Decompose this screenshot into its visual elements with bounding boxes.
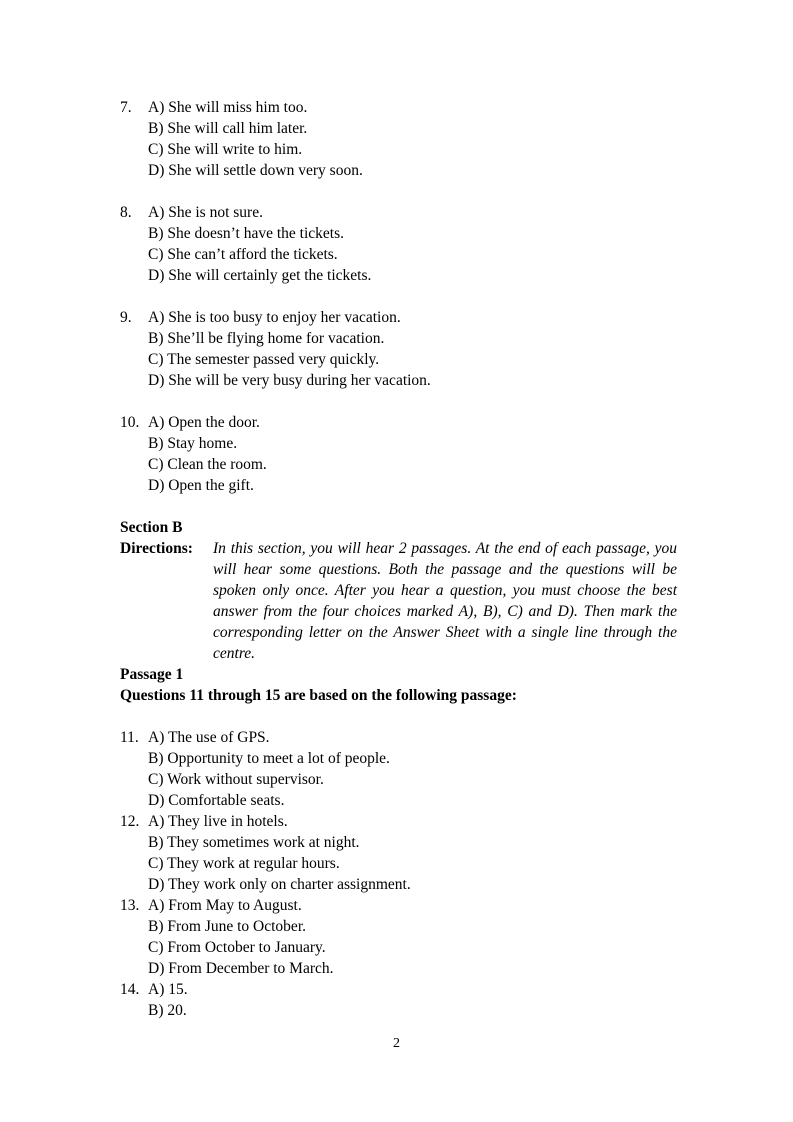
question-option: B) Opportunity to meet a lot of people. <box>148 750 390 767</box>
question-options <box>148 727 677 811</box>
question-option: A) She is not sure. <box>148 204 263 221</box>
question-option: D) She will be very busy during her vacation. <box>148 372 431 389</box>
question-number: 12. <box>120 813 140 830</box>
question-9 <box>120 307 677 391</box>
directions-text: In this section, you will hear 2 passages. At the end of each passage, you will hear some questions. Both the passage and the questions will be spoken only once. After you hear a question, you must choose the best answer from the four choices marked A), B), C) and D). Then mark the corresponding letter on the Answer Sheet with a single line through the centre. <box>213 540 677 662</box>
question-option: D) Open the gift. <box>148 477 254 494</box>
question-option: A) They live in hotels. <box>148 813 288 830</box>
question-options <box>148 307 677 391</box>
question-12 <box>120 811 677 895</box>
question-option: B) From June to October. <box>148 918 306 935</box>
page-number: 2 <box>393 1036 400 1051</box>
question-option: A) She will miss him too. <box>148 99 308 116</box>
question-option: A) From May to August. <box>148 897 302 914</box>
question-option: D) Comfortable seats. <box>148 792 285 809</box>
passage-1-heading: Passage 1 <box>120 666 184 683</box>
question-options <box>148 412 677 496</box>
question-7 <box>120 97 677 181</box>
question-option: D) They work only on charter assignment. <box>148 876 411 893</box>
question-option: B) They sometimes work at night. <box>148 834 360 851</box>
question-number: 11. <box>120 729 139 746</box>
question-number: 14. <box>120 981 140 998</box>
question-options <box>148 979 677 1021</box>
question-option: C) Work without supervisor. <box>148 771 324 788</box>
question-option: B) She’ll be flying home for vacation. <box>148 330 385 347</box>
question-8 <box>120 202 677 286</box>
question-number: 7. <box>120 99 132 116</box>
question-options <box>148 895 677 979</box>
question-options <box>148 811 677 895</box>
question-option: C) She can’t afford the tickets. <box>148 246 338 263</box>
question-10 <box>120 412 677 496</box>
question-option: B) 20. <box>148 1002 187 1019</box>
question-option: C) They work at regular hours. <box>148 855 340 872</box>
question-option: D) She will settle down very soon. <box>148 162 363 179</box>
question-14 <box>120 979 677 1021</box>
question-option: B) Stay home. <box>148 435 238 452</box>
question-option: A) Open the door. <box>148 414 260 431</box>
question-number: 9. <box>120 309 132 326</box>
question-options <box>148 202 677 286</box>
question-option: C) She will write to him. <box>148 141 303 158</box>
question-option: D) She will certainly get the tickets. <box>148 267 372 284</box>
question-option: C) From October to January. <box>148 939 326 956</box>
question-option: A) The use of GPS. <box>148 729 270 746</box>
question-option: A) She is too busy to enjoy her vacation. <box>148 309 401 326</box>
question-number: 10. <box>120 414 140 431</box>
question-option: C) The semester passed very quickly. <box>148 351 380 368</box>
question-number: 8. <box>120 204 132 221</box>
question-option: B) She doesn’t have the tickets. <box>148 225 345 242</box>
section-b-heading: Section B <box>120 519 183 536</box>
passage-1-questions-intro: Questions 11 through 15 are based on the following passage: <box>120 687 517 704</box>
question-options <box>148 97 677 181</box>
question-13 <box>120 895 677 979</box>
question-option: C) Clean the room. <box>148 456 267 473</box>
directions-block <box>120 538 677 664</box>
question-number: 13. <box>120 897 140 914</box>
question-option: D) From December to March. <box>148 960 334 977</box>
question-option: B) She will call him later. <box>148 120 308 137</box>
question-option: A) 15. <box>148 981 188 998</box>
directions-label: Directions: <box>120 540 193 557</box>
question-11 <box>120 727 677 811</box>
